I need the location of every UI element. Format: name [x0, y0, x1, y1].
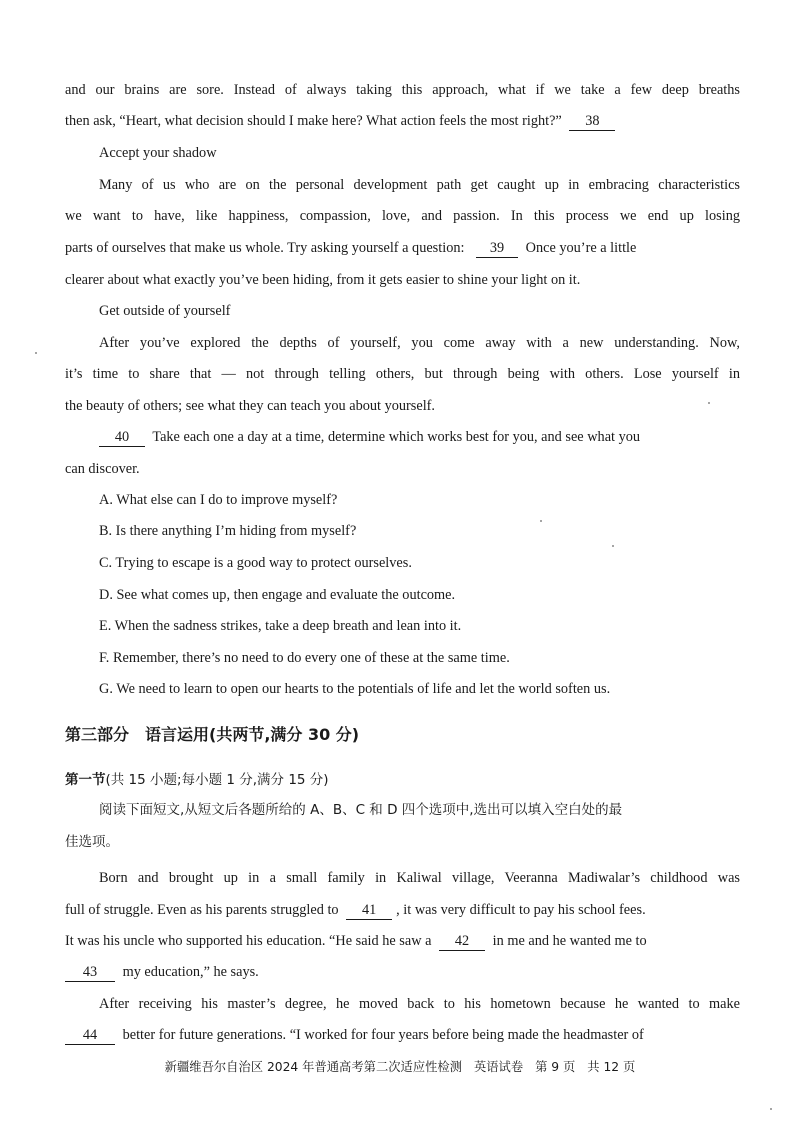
cloze-line [65, 1025, 740, 1045]
option-a: A. What else can I do to improve myself? [99, 492, 338, 508]
subheading-accept-shadow: Accept your shadow [99, 145, 217, 161]
passage-text: parts of ourselves that make us whole. Try asking yourself a question: [65, 240, 465, 256]
scan-speck [708, 402, 710, 404]
scan-speck [612, 545, 614, 547]
cloze-text: better for future generations. “I worked for four years before being made the headmaster of [122, 1027, 644, 1043]
passage-line [65, 238, 740, 258]
option-b: B. Is there anything I’m hiding from myself? [99, 523, 357, 539]
instruction-line: 佳选项。 [65, 834, 119, 850]
cloze-text: my education,” he says. [122, 964, 259, 980]
passage-line: Many of us who are on the personal development path get caught up in embracing characteristics [99, 177, 740, 193]
option-g: G. We need to learn to open our hearts to the potentials of life and let the world soften us. [99, 681, 611, 697]
passage-line [99, 427, 740, 447]
footer-page-number: 第 9 页 [535, 1060, 576, 1074]
passage-text: Once you’re a little [525, 240, 637, 256]
answer-blank-40: 40 [99, 429, 145, 447]
answer-blank-41: 41 [346, 902, 392, 920]
cloze-line [65, 931, 740, 951]
passage-line: clearer about what exactly you’ve been hiding, from it gets easier to shine your light on it. [65, 272, 581, 288]
passage-line: can discover. [65, 461, 140, 477]
passage-text: then ask, “Heart, what decision should I make here? What action feels the most right?” [65, 113, 562, 129]
subsection-heading [65, 768, 329, 788]
cloze-text: full of struggle. Even as his parents struggled to [65, 902, 339, 918]
cloze-text: It was his uncle who supported his education. “He said he saw a [65, 933, 432, 949]
passage-line: After you’ve explored the depths of yourself, you come away with a new understanding. Now, [99, 335, 740, 351]
subsection-label: 第一节 [65, 772, 106, 788]
option-d: D. See what comes up, then engage and evaluate the outcome. [99, 587, 456, 603]
answer-blank-44: 44 [65, 1027, 115, 1045]
cloze-line: Born and brought up in a small family in Kaliwal village, Veeranna Madiwalar’s childhood was [99, 870, 740, 886]
page-footer [0, 1057, 800, 1075]
passage-line: we want to have, like happiness, compassion, love, and passion. In this process we end up losing [65, 208, 740, 224]
option-e: E. When the sadness strikes, take a deep breath and lean into it. [99, 618, 462, 634]
answer-blank-43: 43 [65, 964, 115, 982]
option-f: F. Remember, there’s no need to do every one of these at the same time. [99, 650, 510, 666]
footer-exam-title: 新疆维吾尔自治区 2024 年普通高考第二次适应性检测 [164, 1060, 463, 1074]
cloze-line: After receiving his master’s degree, he moved back to his hometown because he wanted to make [99, 996, 740, 1012]
scan-speck [540, 520, 542, 522]
answer-blank-42: 42 [439, 933, 485, 951]
scan-speck [35, 352, 37, 354]
instruction-line: 阅读下面短文,从短文后各题所给的 A、B、C 和 D 四个选项中,选出可以填入空白处的最 [99, 802, 623, 818]
passage-line: the beauty of others; see what they can teach you about yourself. [65, 398, 436, 414]
answer-blank-38: 38 [569, 113, 615, 131]
cloze-text: in me and he wanted me to [492, 933, 647, 949]
option-c: C. Trying to escape is a good way to protect ourselves. [99, 555, 412, 571]
passage-line: and our brains are sore. Instead of always taking this approach, what if we take a few deep breaths [65, 82, 740, 98]
subsection-info: (共 15 小题;每小题 1 分,满分 15 分) [105, 772, 329, 788]
scan-speck [770, 1108, 772, 1110]
passage-text: Take each one a day at a time, determine which works best for you, and see what you [152, 429, 641, 445]
subheading-get-outside: Get outside of yourself [99, 303, 231, 319]
cloze-line [65, 962, 740, 982]
passage-line: it’s time to share that — not through telling others, but through being with others. Lose yourself in [65, 366, 740, 382]
cloze-text: , it was very difficult to pay his school fees. [396, 902, 646, 918]
passage-line [65, 111, 740, 131]
section-heading: 第三部分 语言运用(共两节,满分 30 分) [65, 725, 360, 744]
cloze-line [65, 900, 740, 920]
answer-blank-39: 39 [476, 240, 518, 258]
footer-subject: 英语试卷 [473, 1060, 524, 1074]
footer-total-pages: 共 12 页 [587, 1060, 636, 1074]
